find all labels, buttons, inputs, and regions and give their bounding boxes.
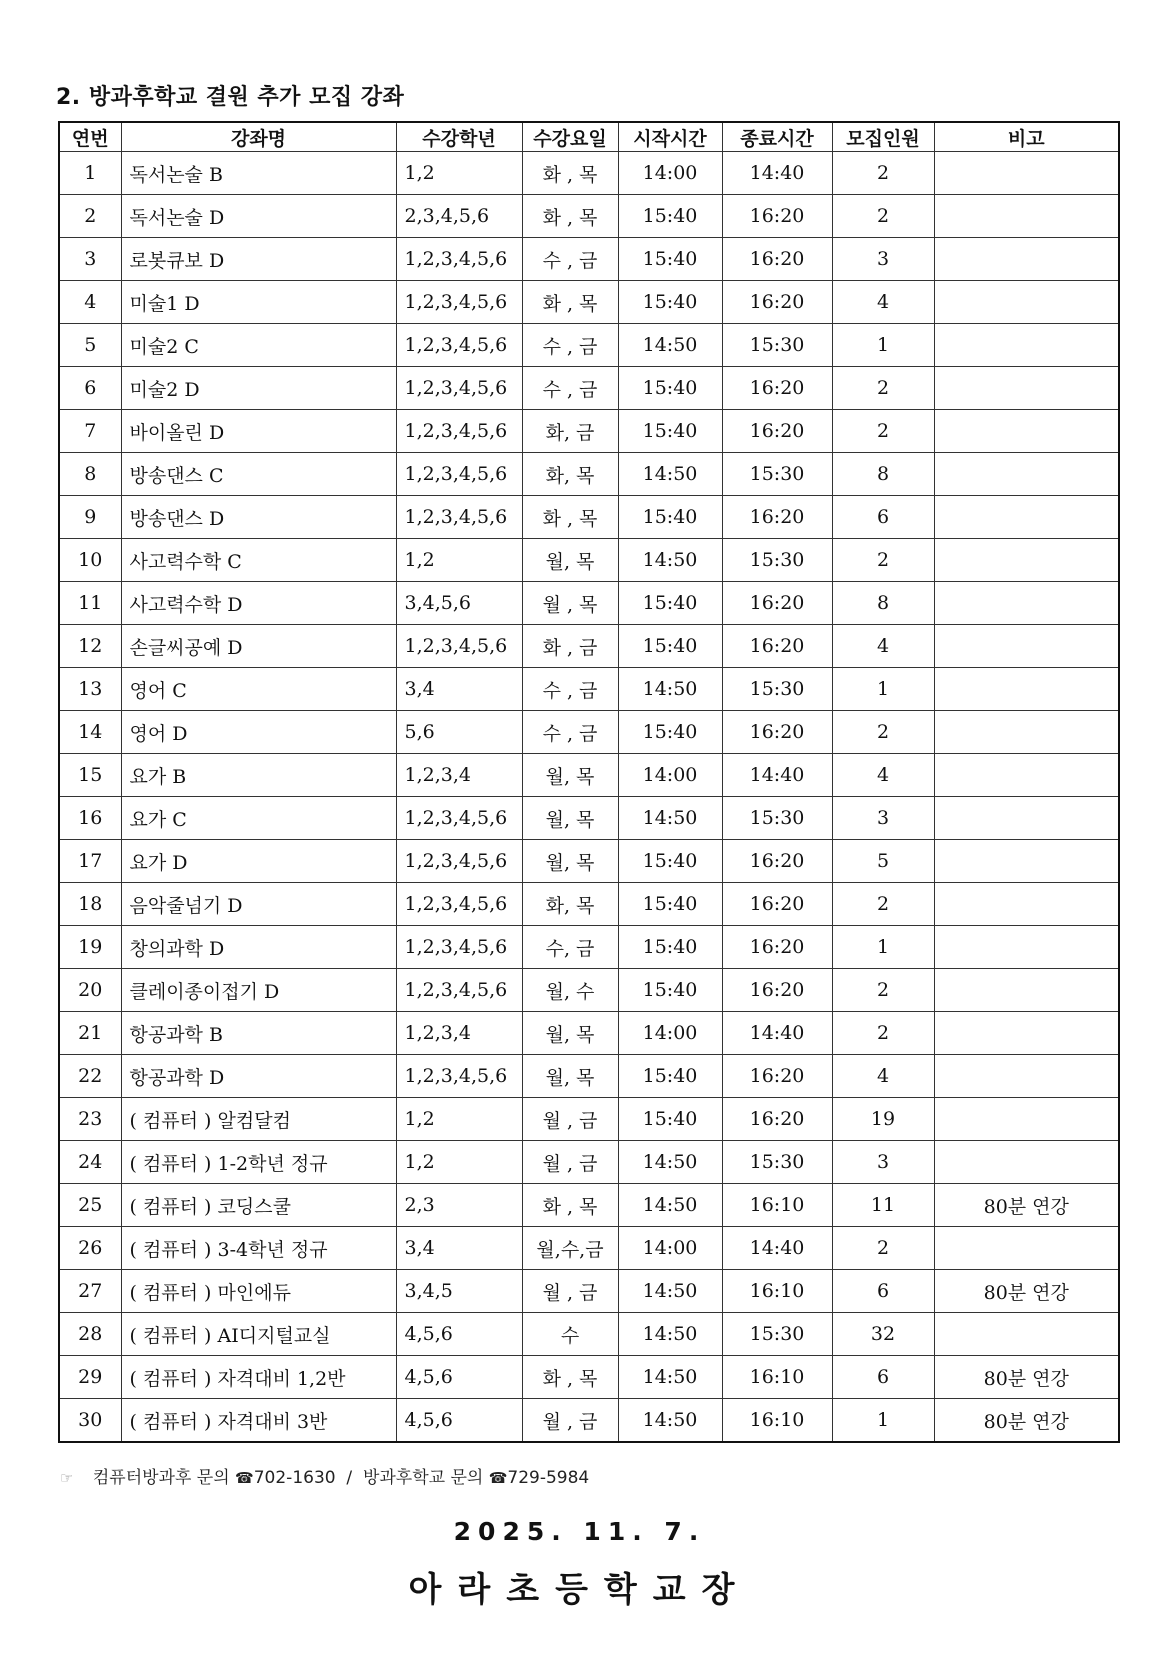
cell-course-name: 항공과학 D — [121, 1055, 396, 1098]
cell-end-time: 16:20 — [722, 625, 832, 668]
cell-end-time: 15:30 — [722, 1141, 832, 1184]
cell-remarks — [934, 324, 1119, 367]
cell-no: 24 — [59, 1141, 121, 1184]
cell-start-time: 15:40 — [618, 711, 722, 754]
cell-course-name: 미술2 D — [121, 367, 396, 410]
cell-start-time: 15:40 — [618, 926, 722, 969]
table-row — [59, 1098, 1119, 1141]
cell-grades: 1,2,3,4,5,6 — [396, 281, 522, 324]
cell-end-time: 15:30 — [722, 797, 832, 840]
cell-days: 화 , 목 — [522, 1184, 618, 1227]
cell-course-name: ( 컴퓨터 ) AI디지털교실 — [121, 1313, 396, 1356]
table-row — [59, 1055, 1119, 1098]
cell-end-time: 16:20 — [722, 582, 832, 625]
cell-remarks — [934, 969, 1119, 1012]
cell-days: 화, 목 — [522, 883, 618, 926]
cell-days: 월, 목 — [522, 539, 618, 582]
cell-grades: 1,2 — [396, 152, 522, 195]
principal-signature: 아라초등학교장 — [408, 1570, 751, 1610]
cell-start-time: 14:50 — [618, 668, 722, 711]
cell-no: 28 — [59, 1313, 121, 1356]
table-row — [59, 238, 1119, 281]
cell-course-name: ( 컴퓨터 ) 마인에듀 — [121, 1270, 396, 1313]
cell-end-time: 16:20 — [722, 195, 832, 238]
cell-grades: 5,6 — [396, 711, 522, 754]
cell-days: 월 , 금 — [522, 1399, 618, 1443]
column-header-capacity: 모집인원 — [832, 122, 934, 152]
cell-course-name: 미술2 C — [121, 324, 396, 367]
cell-days: 화 , 목 — [522, 281, 618, 324]
cell-start-time: 14:50 — [618, 1270, 722, 1313]
table-row — [59, 1356, 1119, 1399]
cell-remarks — [934, 797, 1119, 840]
cell-end-time: 16:20 — [722, 1055, 832, 1098]
cell-start-time: 15:40 — [618, 195, 722, 238]
cell-capacity: 6 — [832, 496, 934, 539]
cell-days: 화, 금 — [522, 410, 618, 453]
cell-remarks — [934, 754, 1119, 797]
cell-capacity: 3 — [832, 1141, 934, 1184]
cell-remarks — [934, 1012, 1119, 1055]
cell-days: 화, 목 — [522, 453, 618, 496]
cell-end-time: 16:10 — [722, 1356, 832, 1399]
cell-grades: 1,2 — [396, 1098, 522, 1141]
cell-no: 1 — [59, 152, 121, 195]
cell-remarks — [934, 453, 1119, 496]
column-header-no: 연번 — [59, 122, 121, 152]
cell-course-name: ( 컴퓨터 ) 알컴달컴 — [121, 1098, 396, 1141]
cell-no: 25 — [59, 1184, 121, 1227]
cell-grades: 1,2,3,4,5,6 — [396, 496, 522, 539]
cell-start-time: 15:40 — [618, 238, 722, 281]
cell-no: 7 — [59, 410, 121, 453]
cell-days: 월 , 목 — [522, 582, 618, 625]
table-row — [59, 1012, 1119, 1055]
cell-course-name: 영어 D — [121, 711, 396, 754]
cell-start-time: 14:00 — [618, 754, 722, 797]
cell-start-time: 14:00 — [618, 1227, 722, 1270]
cell-start-time: 15:40 — [618, 410, 722, 453]
cell-end-time: 15:30 — [722, 324, 832, 367]
cell-grades: 1,2,3,4,5,6 — [396, 1055, 522, 1098]
cell-remarks — [934, 1313, 1119, 1356]
cell-days: 수 , 금 — [522, 324, 618, 367]
cell-remarks — [934, 1227, 1119, 1270]
cell-remarks: 80분 연강 — [934, 1356, 1119, 1399]
cell-grades: 1,2 — [396, 1141, 522, 1184]
cell-start-time: 15:40 — [618, 281, 722, 324]
cell-capacity: 11 — [832, 1184, 934, 1227]
cell-no: 21 — [59, 1012, 121, 1055]
cell-start-time: 15:40 — [618, 625, 722, 668]
cell-start-time: 15:40 — [618, 840, 722, 883]
cell-grades: 1,2,3,4,5,6 — [396, 840, 522, 883]
cell-days: 화 , 목 — [522, 152, 618, 195]
cell-days: 수 , 금 — [522, 367, 618, 410]
table-row — [59, 1399, 1119, 1443]
cell-no: 4 — [59, 281, 121, 324]
cell-start-time: 14:50 — [618, 1141, 722, 1184]
cell-capacity: 1 — [832, 1399, 934, 1443]
cell-capacity: 2 — [832, 969, 934, 1012]
cell-end-time: 15:30 — [722, 1313, 832, 1356]
cell-remarks — [934, 1141, 1119, 1184]
cell-grades: 1,2 — [396, 539, 522, 582]
cell-no: 27 — [59, 1270, 121, 1313]
cell-end-time: 16:20 — [722, 238, 832, 281]
cell-course-name: 바이올린 D — [121, 410, 396, 453]
cell-capacity: 32 — [832, 1313, 934, 1356]
cell-course-name: 독서논술 B — [121, 152, 396, 195]
cell-days: 월, 목 — [522, 1055, 618, 1098]
cell-no: 12 — [59, 625, 121, 668]
cell-no: 22 — [59, 1055, 121, 1098]
cell-course-name: 사고력수학 D — [121, 582, 396, 625]
table-row — [59, 410, 1119, 453]
cell-course-name: ( 컴퓨터 ) 자격대비 1,2반 — [121, 1356, 396, 1399]
cell-days: 월 , 금 — [522, 1098, 618, 1141]
cell-end-time: 16:10 — [722, 1184, 832, 1227]
table-row — [59, 281, 1119, 324]
phone-icon: ☎ — [488, 1469, 508, 1487]
page-title: 2. 방과후학교 결원 추가 모집 강좌 — [56, 85, 405, 110]
table-row — [59, 582, 1119, 625]
cell-days: 월 , 금 — [522, 1141, 618, 1184]
document-date: 2025. 11. 7. — [453, 1517, 706, 1546]
cell-no: 23 — [59, 1098, 121, 1141]
cell-remarks — [934, 668, 1119, 711]
cell-start-time: 14:00 — [618, 152, 722, 195]
cell-no: 6 — [59, 367, 121, 410]
cell-remarks — [934, 238, 1119, 281]
table-row — [59, 754, 1119, 797]
table-row — [59, 883, 1119, 926]
table-row — [59, 195, 1119, 238]
cell-course-name: 영어 C — [121, 668, 396, 711]
cell-start-time: 14:50 — [618, 1356, 722, 1399]
table-row — [59, 367, 1119, 410]
cell-grades: 3,4,5,6 — [396, 582, 522, 625]
table-row — [59, 1270, 1119, 1313]
cell-course-name: 방송댄스 D — [121, 496, 396, 539]
cell-grades: 1,2,3,4,5,6 — [396, 367, 522, 410]
cell-end-time: 16:10 — [722, 1399, 832, 1443]
cell-remarks: 80분 연강 — [934, 1270, 1119, 1313]
cell-no: 13 — [59, 668, 121, 711]
cell-remarks — [934, 281, 1119, 324]
cell-remarks — [934, 582, 1119, 625]
cell-end-time: 16:20 — [722, 410, 832, 453]
cell-start-time: 14:00 — [618, 1012, 722, 1055]
cell-no: 15 — [59, 754, 121, 797]
phone-icon: ☎ — [235, 1469, 254, 1487]
cell-days: 월, 목 — [522, 1012, 618, 1055]
cell-start-time: 14:50 — [618, 1313, 722, 1356]
cell-no: 10 — [59, 539, 121, 582]
cell-course-name: 독서논술 D — [121, 195, 396, 238]
cell-course-name: 요가 C — [121, 797, 396, 840]
cell-days: 화 , 목 — [522, 195, 618, 238]
cell-capacity: 5 — [832, 840, 934, 883]
contact-separator: / — [346, 1468, 353, 1488]
cell-start-time: 15:40 — [618, 496, 722, 539]
cell-grades: 3,4,5 — [396, 1270, 522, 1313]
cell-no: 8 — [59, 453, 121, 496]
cell-grades: 1,2,3,4 — [396, 754, 522, 797]
cell-grades: 1,2,3,4,5,6 — [396, 926, 522, 969]
cell-start-time: 15:40 — [618, 883, 722, 926]
cell-capacity: 2 — [832, 883, 934, 926]
cell-remarks — [934, 711, 1119, 754]
cell-grades: 1,2,3,4,5,6 — [396, 883, 522, 926]
table-row — [59, 625, 1119, 668]
table-row — [59, 969, 1119, 1012]
table-row — [59, 1141, 1119, 1184]
cell-start-time: 14:50 — [618, 453, 722, 496]
cell-capacity: 4 — [832, 625, 934, 668]
cell-days: 월, 목 — [522, 797, 618, 840]
column-header-end-time: 종료시간 — [722, 122, 832, 152]
course-table — [58, 121, 1120, 1443]
cell-capacity: 2 — [832, 1227, 934, 1270]
cell-grades: 1,2,3,4,5,6 — [396, 625, 522, 668]
cell-no: 20 — [59, 969, 121, 1012]
cell-course-name: 음악줄넘기 D — [121, 883, 396, 926]
cell-end-time: 16:20 — [722, 1098, 832, 1141]
cell-capacity: 6 — [832, 1270, 934, 1313]
cell-days: 월 , 금 — [522, 1270, 618, 1313]
cell-capacity: 6 — [832, 1356, 934, 1399]
column-header-remarks: 비고 — [934, 122, 1119, 152]
cell-grades: 1,2,3,4,5,6 — [396, 797, 522, 840]
cell-grades: 2,3,4,5,6 — [396, 195, 522, 238]
column-header-grades: 수강학년 — [396, 122, 522, 152]
cell-capacity: 2 — [832, 367, 934, 410]
table-row — [59, 1313, 1119, 1356]
contact1-label: 컴퓨터방과후 문의 — [92, 1468, 230, 1488]
cell-capacity: 4 — [832, 1055, 934, 1098]
cell-course-name: 요가 D — [121, 840, 396, 883]
cell-capacity: 1 — [832, 926, 934, 969]
cell-course-name: ( 컴퓨터 ) 자격대비 3반 — [121, 1399, 396, 1443]
cell-grades: 4,5,6 — [396, 1313, 522, 1356]
cell-capacity: 19 — [832, 1098, 934, 1141]
cell-days: 수 , 금 — [522, 711, 618, 754]
table-row — [59, 152, 1119, 195]
cell-no: 3 — [59, 238, 121, 281]
cell-end-time: 16:20 — [722, 926, 832, 969]
cell-course-name: 요가 B — [121, 754, 396, 797]
cell-start-time: 14:50 — [618, 324, 722, 367]
cell-start-time: 14:50 — [618, 1399, 722, 1443]
cell-remarks — [934, 1098, 1119, 1141]
cell-no: 18 — [59, 883, 121, 926]
cell-days: 월, 목 — [522, 840, 618, 883]
cell-end-time: 15:30 — [722, 539, 832, 582]
pointing-hand-icon: ☞ — [60, 1469, 74, 1487]
cell-course-name: ( 컴퓨터 ) 1-2학년 정규 — [121, 1141, 396, 1184]
cell-end-time: 14:40 — [722, 152, 832, 195]
cell-capacity: 2 — [832, 195, 934, 238]
cell-grades: 3,4 — [396, 1227, 522, 1270]
column-header-start-time: 시작시간 — [618, 122, 722, 152]
column-header-days: 수강요일 — [522, 122, 618, 152]
cell-no: 11 — [59, 582, 121, 625]
cell-days: 수 , 금 — [522, 668, 618, 711]
cell-course-name: 항공과학 B — [121, 1012, 396, 1055]
cell-days: 화 , 금 — [522, 625, 618, 668]
cell-days: 월,수,금 — [522, 1227, 618, 1270]
table-row — [59, 840, 1119, 883]
cell-capacity: 3 — [832, 797, 934, 840]
cell-remarks — [934, 883, 1119, 926]
cell-grades: 1,2,3,4,5,6 — [396, 410, 522, 453]
cell-grades: 1,2,3,4,5,6 — [396, 238, 522, 281]
cell-start-time: 15:40 — [618, 969, 722, 1012]
cell-end-time: 16:20 — [722, 969, 832, 1012]
table-row — [59, 496, 1119, 539]
column-header-course-name: 강좌명 — [121, 122, 396, 152]
cell-no: 9 — [59, 496, 121, 539]
cell-days: 수 , 금 — [522, 238, 618, 281]
cell-start-time: 14:50 — [618, 1184, 722, 1227]
cell-grades: 4,5,6 — [396, 1399, 522, 1443]
contact1-number: 702-1630 — [253, 1468, 336, 1488]
cell-start-time: 14:50 — [618, 539, 722, 582]
cell-course-name: 미술1 D — [121, 281, 396, 324]
cell-remarks — [934, 625, 1119, 668]
table-row — [59, 539, 1119, 582]
cell-days: 화 , 목 — [522, 1356, 618, 1399]
cell-capacity: 2 — [832, 711, 934, 754]
cell-remarks — [934, 367, 1119, 410]
cell-capacity: 2 — [832, 539, 934, 582]
cell-end-time: 15:30 — [722, 453, 832, 496]
cell-course-name: ( 컴퓨터 ) 코딩스쿨 — [121, 1184, 396, 1227]
cell-no: 16 — [59, 797, 121, 840]
cell-remarks — [934, 195, 1119, 238]
cell-remarks — [934, 539, 1119, 582]
cell-grades: 2,3 — [396, 1184, 522, 1227]
cell-grades: 1,2,3,4 — [396, 1012, 522, 1055]
cell-capacity: 4 — [832, 281, 934, 324]
cell-course-name: 클레이종이접기 D — [121, 969, 396, 1012]
cell-grades: 1,2,3,4,5,6 — [396, 969, 522, 1012]
cell-start-time: 15:40 — [618, 582, 722, 625]
cell-capacity: 8 — [832, 453, 934, 496]
cell-capacity: 8 — [832, 582, 934, 625]
cell-course-name: 로봇큐보 D — [121, 238, 396, 281]
table-row — [59, 324, 1119, 367]
cell-no: 30 — [59, 1399, 121, 1443]
cell-course-name: 방송댄스 C — [121, 453, 396, 496]
cell-no: 29 — [59, 1356, 121, 1399]
cell-days: 수 — [522, 1313, 618, 1356]
cell-days: 월, 목 — [522, 754, 618, 797]
cell-end-time: 14:40 — [722, 1227, 832, 1270]
cell-end-time: 14:40 — [722, 1012, 832, 1055]
cell-end-time: 15:30 — [722, 668, 832, 711]
cell-no: 26 — [59, 1227, 121, 1270]
cell-capacity: 1 — [832, 668, 934, 711]
cell-remarks — [934, 840, 1119, 883]
cell-no: 17 — [59, 840, 121, 883]
cell-remarks — [934, 926, 1119, 969]
cell-remarks — [934, 152, 1119, 195]
contact-footnote — [60, 1463, 589, 1488]
table-row — [59, 926, 1119, 969]
cell-end-time: 14:40 — [722, 754, 832, 797]
table-body — [59, 152, 1119, 1443]
table-row — [59, 1227, 1119, 1270]
cell-capacity: 2 — [832, 1012, 934, 1055]
cell-start-time: 15:40 — [618, 1055, 722, 1098]
cell-no: 14 — [59, 711, 121, 754]
cell-remarks: 80분 연강 — [934, 1184, 1119, 1227]
cell-days: 수, 금 — [522, 926, 618, 969]
table-row — [59, 453, 1119, 496]
cell-grades: 1,2,3,4,5,6 — [396, 324, 522, 367]
cell-no: 5 — [59, 324, 121, 367]
cell-days: 월, 수 — [522, 969, 618, 1012]
cell-grades: 3,4 — [396, 668, 522, 711]
cell-no: 2 — [59, 195, 121, 238]
cell-end-time: 16:20 — [722, 281, 832, 324]
table-row — [59, 668, 1119, 711]
cell-grades: 1,2,3,4,5,6 — [396, 453, 522, 496]
cell-capacity: 2 — [832, 152, 934, 195]
cell-start-time: 15:40 — [618, 367, 722, 410]
cell-course-name: 창의과학 D — [121, 926, 396, 969]
cell-remarks — [934, 410, 1119, 453]
cell-grades: 4,5,6 — [396, 1356, 522, 1399]
cell-remarks: 80분 연강 — [934, 1399, 1119, 1443]
cell-start-time: 14:50 — [618, 797, 722, 840]
cell-capacity: 2 — [832, 410, 934, 453]
cell-capacity: 4 — [832, 754, 934, 797]
cell-capacity: 1 — [832, 324, 934, 367]
cell-end-time: 16:20 — [722, 840, 832, 883]
cell-remarks — [934, 496, 1119, 539]
cell-days: 화 , 목 — [522, 496, 618, 539]
cell-remarks — [934, 1055, 1119, 1098]
cell-end-time: 16:20 — [722, 367, 832, 410]
table-row — [59, 1184, 1119, 1227]
cell-course-name: 손글씨공예 D — [121, 625, 396, 668]
cell-end-time: 16:20 — [722, 496, 832, 539]
table-row — [59, 711, 1119, 754]
cell-end-time: 16:20 — [722, 883, 832, 926]
cell-capacity: 3 — [832, 238, 934, 281]
cell-no: 19 — [59, 926, 121, 969]
cell-end-time: 16:20 — [722, 711, 832, 754]
cell-end-time: 16:10 — [722, 1270, 832, 1313]
table-header-row — [59, 122, 1119, 152]
contact2-number: 729-5984 — [507, 1468, 590, 1488]
table-row — [59, 797, 1119, 840]
cell-course-name: 사고력수학 C — [121, 539, 396, 582]
cell-start-time: 15:40 — [618, 1098, 722, 1141]
contact2-label: 방과후학교 문의 — [362, 1468, 484, 1488]
cell-course-name: ( 컴퓨터 ) 3-4학년 정규 — [121, 1227, 396, 1270]
